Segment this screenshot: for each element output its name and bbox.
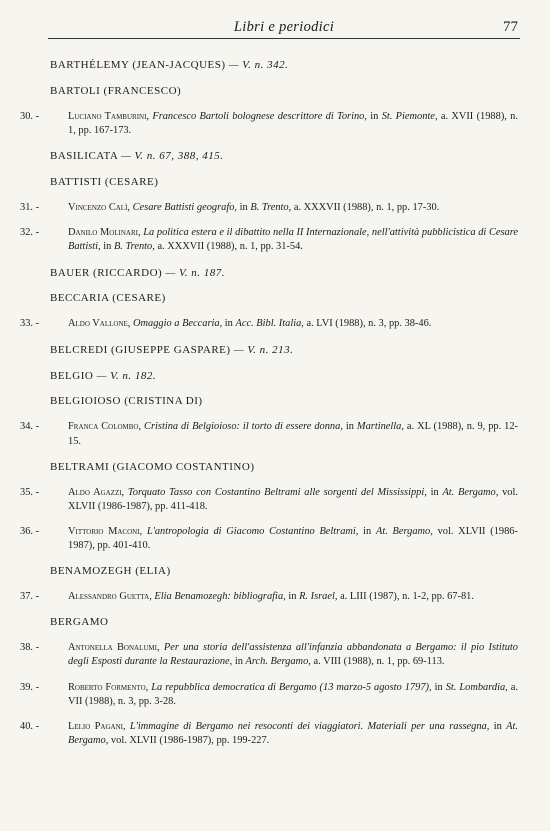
entry-author: Lelio Pagani, [68, 720, 126, 732]
entry-connector: in [430, 486, 439, 498]
entry-author: Alessandro Guetta, [68, 591, 152, 603]
entry-connector: in [363, 525, 372, 537]
entry-details: a. VIII (1988), n. 1, pp. 69-113. [313, 656, 445, 668]
entry-journal: St. Lombardia, [445, 681, 508, 693]
entry-title: Torquato Tasso con Costantino Beltrami alle sorgenti del Mississippi, [127, 486, 427, 498]
entry-title: Omaggio a Beccaria, [133, 318, 223, 330]
subject-name: BELGIO [50, 369, 94, 382]
cross-reference: — V. n. 342. [228, 59, 289, 71]
entry-title: Elia Benamozegh: bibliografia, [154, 591, 286, 603]
entry-number: 38. - [20, 642, 40, 654]
cross-reference: — V. n. 67, 388, 415. [120, 150, 224, 163]
bibliography-entry [20, 226, 518, 254]
entry-details: a. VII (1988), n. 3, pp. 3-28. [68, 681, 518, 707]
cross-reference: — V. n. 213. [233, 343, 294, 356]
entry-journal: Martinella, [356, 421, 404, 433]
entry-details: a. LVI (1988), n. 3, pp. 38-46. [306, 318, 432, 330]
entry-author: Luciano Tamburini, [68, 110, 150, 122]
entry-connector: in [345, 421, 354, 433]
entry-number: 35. - [20, 486, 40, 498]
entry-number: 30. - [20, 110, 40, 122]
entry-details: a. XVII (1988), n. 1, pp. 167-173. [68, 110, 518, 137]
bibliography-entry [20, 201, 518, 215]
entry-journal: R. Israel, [299, 591, 338, 603]
entry-title: Per una storia dell'assistenza all'infanzia abbandonata a Bergamo: il pio Istituto degli Esposti durante la Restaurazione, [68, 642, 518, 668]
entry-details: vol. XLVII (1986-1987), pp. 199-227. [110, 734, 270, 746]
entry-connector: in [224, 318, 233, 330]
subject-heading [50, 266, 518, 281]
subject-heading [50, 291, 518, 306]
entry-author: Danilo Molinari, [68, 227, 141, 239]
entry-title: Cesare Battisti geografo, [132, 202, 238, 214]
entry-number: 40. - [20, 720, 40, 732]
subject-name: BENAMOZEGH (ELIA) [50, 565, 171, 578]
entry-journal: At. Bergamo, [442, 486, 499, 498]
entry-author: Aldo Agazzi, [68, 486, 125, 498]
bibliography-entry [20, 641, 518, 669]
entry-title: La repubblica democratica di Bergamo (13 marzo-5 agosto 1797), [151, 681, 432, 693]
entry-author: Antonella Bonalumi, [68, 642, 160, 654]
bibliography-entry [20, 486, 518, 514]
entry-connector: in [493, 720, 502, 732]
entry-connector: in [239, 202, 248, 214]
subject-heading [50, 343, 518, 358]
entry-journal: At. Bergamo, [68, 720, 518, 746]
running-header [48, 14, 520, 39]
entry-author: Aldo Vallone, [68, 318, 131, 330]
entry-details: a. XXXVII (1988), n. 1, pp. 17-30. [293, 202, 440, 214]
entry-number: 32. - [20, 227, 40, 239]
bibliography-entry [20, 317, 518, 331]
entry-title: Cristina di Belgioioso: il torto di essere donna, [144, 421, 343, 433]
entry-details: a. XXXVII (1988), n. 1, pp. 31-54. [157, 241, 303, 253]
subject-name: BELGIOIOSO (CRISTINA DI) [50, 395, 203, 408]
entry-title: Francesco Bartoli bolognese descrittore di Torino, [152, 110, 367, 122]
subject-name: BARTOLI (FRANCESCO) [50, 84, 182, 97]
entry-journal: Arch. Bergamo, [245, 656, 311, 668]
entry-details: a. LIII (1987), n. 1-2, pp. 67-81. [340, 591, 474, 603]
entry-number: 34. - [20, 421, 40, 433]
entry-title: La politica estera e il dibattito nella II Internazionale, nell'attività pubblicistica di Cesare Battisti, [68, 227, 518, 253]
entry-title: L'immagine di Bergamo nei resoconti dei viaggiatori. Materiali per una rassegna, [129, 720, 490, 732]
bibliography-entry [20, 110, 518, 138]
entry-journal: Acc. Bibl. Italia, [235, 318, 304, 330]
entry-number: 37. - [20, 591, 40, 603]
entry-details: a. XL (1988), n. 9, pp. 12-15. [68, 421, 518, 447]
subject-name: BELTRAMI (GIACOMO COSTANTINO) [50, 460, 255, 473]
entry-connector: in [288, 591, 297, 603]
entry-journal: At. Bergamo, [375, 525, 433, 537]
subject-heading [50, 84, 518, 99]
cross-reference: — V. n. 182. [96, 369, 157, 382]
subject-name: BASILICATA [50, 150, 118, 163]
subject-name: BECCARIA (CESARE) [50, 292, 166, 305]
entry-author: Vincenzo Calì, [68, 202, 131, 214]
subject-heading [50, 460, 518, 475]
subject-heading [50, 394, 518, 409]
subject-name: BARTHÉLEMY (JEAN-JACQUES) [50, 59, 226, 71]
entry-journal: St. Piemonte, [381, 110, 438, 122]
bibliography-list [20, 58, 518, 759]
bibliography-entry [20, 681, 518, 709]
entry-journal: B. Trento, [113, 241, 155, 253]
bibliography-entry [20, 720, 518, 748]
entry-author: Franca Colombo, [68, 421, 142, 433]
entry-connector: in [434, 681, 443, 693]
bibliography-entry [20, 590, 518, 604]
entry-number: 33. - [20, 318, 40, 330]
entry-details: vol. XLVII (1986-1987), pp. 401-410. [68, 525, 518, 552]
subject-heading [50, 175, 518, 190]
page-number: 77 [503, 19, 518, 35]
subject-heading [50, 58, 518, 73]
entry-connector: in [370, 110, 379, 122]
subject-heading [50, 564, 518, 579]
subject-heading [50, 615, 518, 630]
cross-reference: — V. n. 187. [165, 266, 226, 279]
subject-name: BATTISTI (CESARE) [50, 176, 159, 189]
entry-number: 36. - [20, 525, 40, 537]
entry-connector: in [234, 656, 243, 668]
entry-author: Vittorio Maconi, [68, 525, 143, 537]
subject-name: BERGAMO [50, 616, 109, 629]
bibliography-entry [20, 525, 518, 553]
entry-author: Roberto Formento, [68, 681, 149, 693]
subject-heading [50, 369, 518, 384]
bibliography-entry [20, 420, 518, 448]
subject-name: BELCREDI (GIUSEPPE GASPARE) [50, 343, 231, 356]
entry-title: L'antropologia di Giacomo Costantino Beltrami, [146, 525, 359, 537]
subject-heading [50, 149, 518, 164]
entry-number: 31. - [20, 202, 40, 214]
entry-details: vol. XLVII (1986-1987), pp. 411-418. [68, 486, 518, 512]
running-title: Libri e periodici [233, 19, 335, 35]
entry-number: 39. - [20, 681, 40, 693]
subject-name: BAUER (RICCARDO) [50, 266, 163, 279]
entry-journal: B. Trento, [250, 202, 292, 214]
entry-connector: in [103, 241, 112, 253]
